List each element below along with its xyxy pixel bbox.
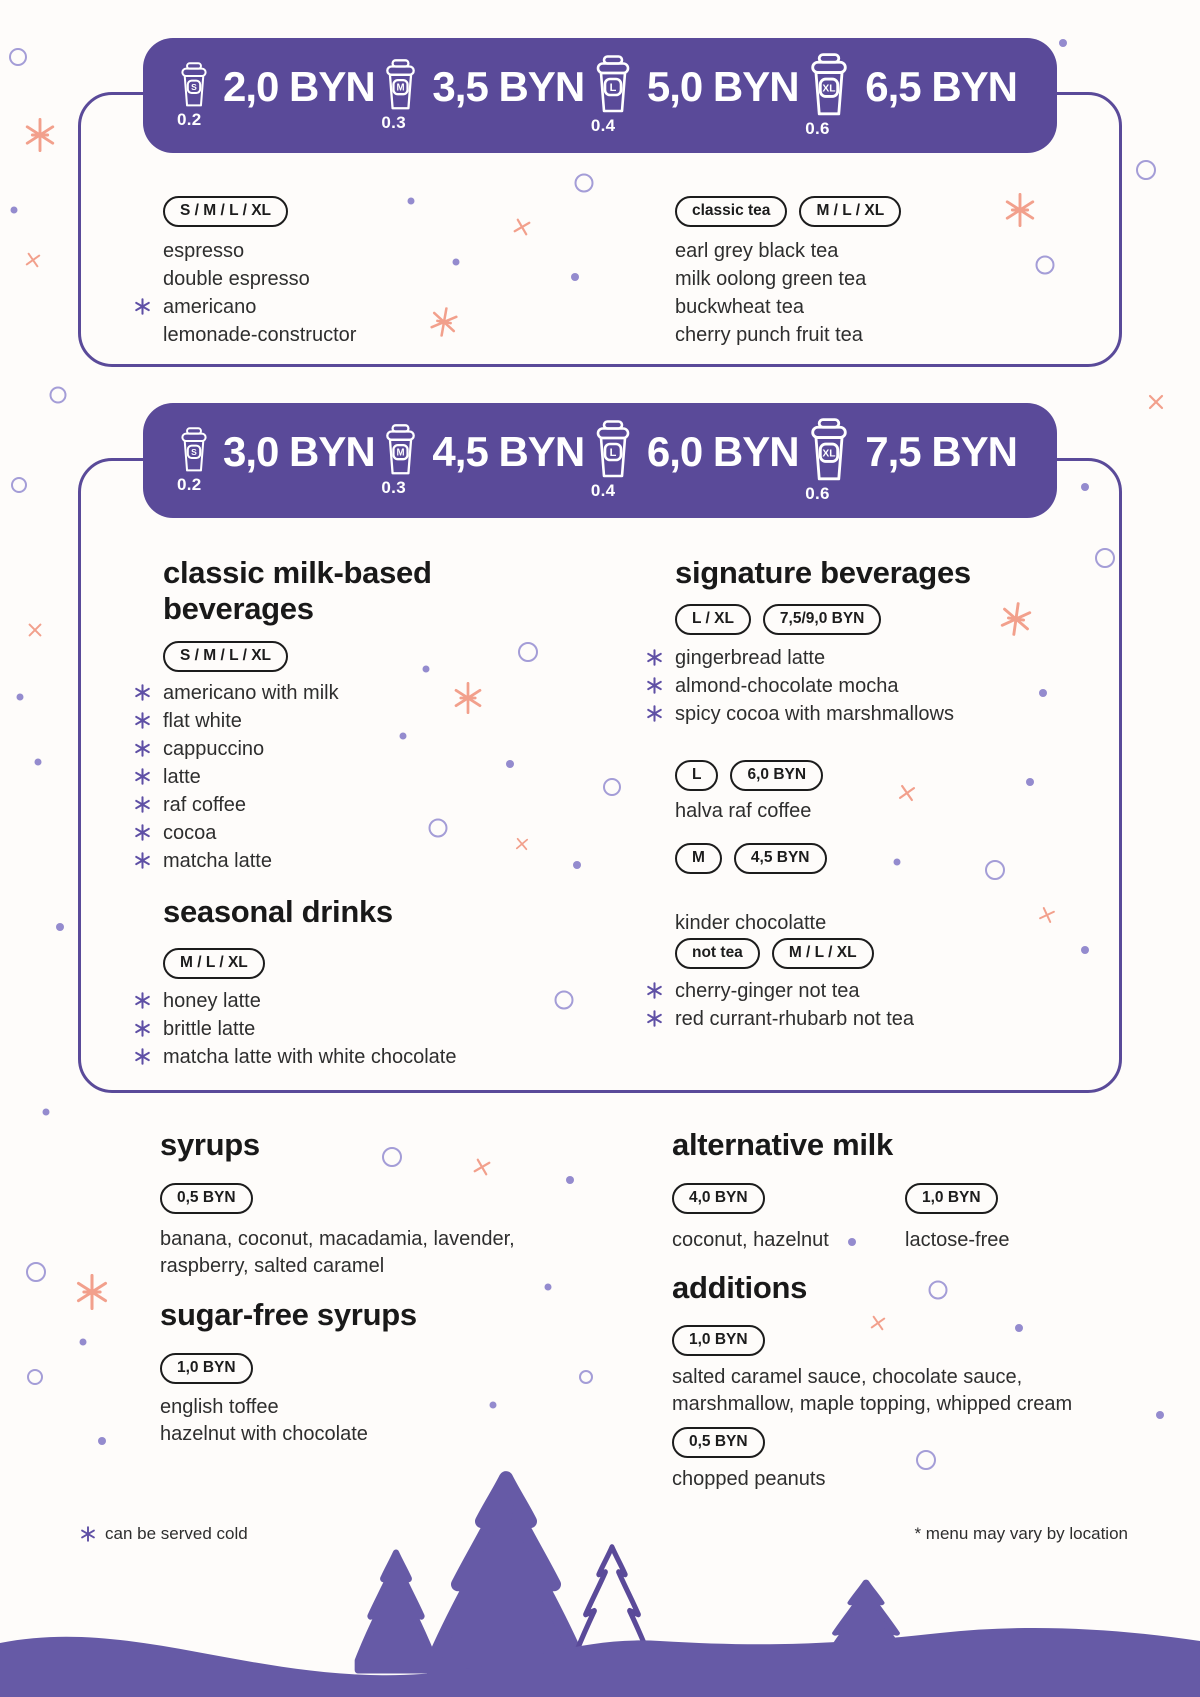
menu-list <box>675 644 954 728</box>
ring-icon <box>1136 160 1156 180</box>
flavor-list: banana, coconut, macadamia, lavender, raspberry, salted caramel <box>160 1228 515 1277</box>
menu-item <box>675 321 866 349</box>
price-label: 4,5 BYN <box>432 427 585 475</box>
size-price-pill-row <box>675 604 881 635</box>
menu-item <box>675 644 954 672</box>
category-pill: not tea <box>675 938 760 969</box>
ring-icon <box>9 48 27 66</box>
price-pill: 0,5 BYN <box>160 1183 253 1214</box>
size-letter: S <box>191 446 197 457</box>
price-pill: 4,0 BYN <box>672 1183 765 1214</box>
cold-star-icon <box>134 1048 151 1065</box>
size-price-xl <box>805 418 1017 504</box>
dot-icon <box>566 1176 574 1184</box>
cup-icon-xl <box>805 53 853 116</box>
menu-item <box>163 1015 457 1043</box>
cold-star-icon <box>134 740 151 757</box>
menu-item-label: honey latte <box>163 990 261 1012</box>
menu-item <box>675 977 914 1005</box>
price-label: 7,5 BYN <box>865 427 1017 475</box>
menu-list <box>163 237 356 349</box>
menu-item-label: red currant-rhubarb not tea <box>675 1008 915 1030</box>
price-label: 6,0 BYN <box>646 427 799 475</box>
menu-item-label: cherry-ginger not tea <box>675 980 860 1002</box>
additions-list: salted caramel sauce, chocolate sauce, marshmallow, maple topping, whipped cream <box>672 1366 1073 1415</box>
menu-item <box>675 700 954 728</box>
size-pill: S / M / L / XL <box>163 196 288 227</box>
size-price-m <box>381 424 584 498</box>
price-label: 5,0 BYN <box>646 62 799 110</box>
menu-item-label: cappuccino <box>163 738 265 760</box>
price-label: 2,0 BYN <box>223 62 375 110</box>
price-label: 3,0 BYN <box>223 427 375 475</box>
menu-list <box>675 237 866 349</box>
section-heading: syrups <box>160 1127 260 1162</box>
dot-icon <box>56 923 64 931</box>
size-letter: L <box>609 82 617 94</box>
flavor-line: coconut, hazelnut <box>672 1228 829 1251</box>
menu-item <box>163 791 339 819</box>
cross-icon <box>1146 392 1166 412</box>
menu-item-label: americano with milk <box>163 682 339 704</box>
cross-icon <box>470 1155 494 1179</box>
menu-item-label: almond-chocolate mocha <box>675 675 899 697</box>
cold-star-icon <box>646 982 663 999</box>
price-pill: 7,5/9,0 BYN <box>763 604 881 635</box>
dot-icon <box>1059 39 1067 47</box>
tea-pill-row <box>675 196 901 227</box>
tree-silhouette <box>358 1553 434 1670</box>
volume-label: 0.4 <box>590 481 616 500</box>
menu-item-label: kinder chocolatte <box>675 912 827 934</box>
menu-item-label: raf coffee <box>163 794 247 816</box>
menu-list <box>163 987 457 1071</box>
footnote-text: can be served cold <box>105 1524 248 1543</box>
menu-item-label: flat white <box>163 710 242 732</box>
cup-icon-xl <box>805 418 853 481</box>
flavor-list <box>160 1394 368 1448</box>
price-banner-2 <box>143 403 1057 518</box>
cold-star-icon <box>646 649 663 666</box>
price-pill-row <box>672 1427 765 1458</box>
price-label: 6,5 BYN <box>865 62 1017 110</box>
menu-item-label: matcha latte with white chocolate <box>163 1046 457 1068</box>
volume-label: 0.4 <box>590 116 616 135</box>
flavor-line: english toffee <box>160 1396 279 1418</box>
menu-item <box>163 819 339 847</box>
size-pill: M / L / XL <box>799 196 901 227</box>
alt-milk-col-2 <box>905 1183 1010 1254</box>
cold-star-icon <box>80 1526 96 1542</box>
ring-icon <box>27 1369 43 1385</box>
price-banner-1 <box>143 38 1057 153</box>
cross-icon <box>868 1313 889 1334</box>
cold-star-icon <box>646 705 663 722</box>
menu-list <box>675 977 914 1033</box>
size-price-l <box>591 55 799 136</box>
price-label: 3,5 BYN <box>432 62 585 110</box>
cup-icon-m <box>381 59 420 110</box>
menu-item-label: milk oolong green tea <box>675 268 867 290</box>
menu-item <box>163 847 339 875</box>
footnote-location <box>914 1524 1128 1544</box>
cold-star-icon <box>646 677 663 694</box>
cold-star-icon <box>134 684 151 701</box>
footnote-cold <box>80 1524 248 1544</box>
menu-item <box>163 1043 457 1071</box>
size-pill: L / XL <box>675 604 751 635</box>
cross-icon <box>26 621 44 639</box>
price-pill: 4,5 BYN <box>734 843 827 874</box>
menu-item-label: double espresso <box>163 268 310 290</box>
menu-item <box>675 909 1200 937</box>
flavor-line: lactose-free <box>905 1228 1010 1251</box>
menu-item <box>163 987 457 1015</box>
size-pill-row <box>163 641 288 672</box>
size-price-s <box>177 427 375 495</box>
cold-star-icon <box>134 298 151 315</box>
menu-item-label: halva raf coffee <box>675 800 812 822</box>
size-letter: M <box>396 82 405 94</box>
menu-item-label: spicy cocoa with marshmallows <box>675 703 954 725</box>
menu-item-label: cherry punch fruit tea <box>675 324 863 346</box>
size-pill-row <box>163 948 265 979</box>
tree-silhouette <box>434 1478 578 1675</box>
menu-item-label: matcha latte <box>163 850 272 872</box>
section-heading: signature beverages <box>675 555 971 590</box>
ring-icon <box>579 1370 593 1384</box>
menu-list <box>163 679 339 875</box>
price-pill-row <box>160 1183 253 1214</box>
menu-item <box>163 321 356 349</box>
menu-item-label: gingerbread latte <box>675 647 826 669</box>
menu-item-label: earl grey black tea <box>675 240 839 262</box>
menu-item-label: espresso <box>163 240 245 262</box>
not-tea-pill-row <box>675 938 874 969</box>
cold-star-icon <box>134 824 151 841</box>
cold-star-icon <box>134 796 151 813</box>
size-price-s <box>177 62 375 130</box>
size-letter: M <box>396 447 405 459</box>
ring-icon <box>11 477 27 493</box>
menu-item <box>163 265 356 293</box>
menu-item <box>675 797 1200 825</box>
section-heading: seasonal drinks <box>163 894 393 929</box>
size-price-pill-row <box>675 760 823 791</box>
ring-icon <box>382 1147 402 1167</box>
alt-milk-col-1 <box>672 1183 829 1254</box>
cold-star-icon <box>134 768 151 785</box>
cup-icon-s <box>177 62 211 107</box>
size-pill: M <box>675 843 722 874</box>
menu-item-label: lemonade-constructor <box>163 324 357 346</box>
size-price-m <box>381 59 584 133</box>
volume-label: 0.2 <box>177 474 202 494</box>
size-pill-row <box>163 196 288 227</box>
menu-item <box>163 707 339 735</box>
price-pill-row <box>672 1325 765 1356</box>
category-pill: classic tea <box>675 196 787 227</box>
price-pill: 0,5 BYN <box>672 1427 765 1458</box>
size-price-xl <box>805 53 1017 139</box>
size-pill: S / M / L / XL <box>163 641 288 672</box>
menu-box-milk-signature <box>78 458 1122 1093</box>
menu-item <box>675 293 866 321</box>
footnote-text: * menu may vary by location <box>914 1524 1128 1543</box>
menu-item-label: buckwheat tea <box>675 296 804 318</box>
cold-star-icon <box>646 1010 663 1027</box>
menu-item <box>675 672 954 700</box>
sparkle-icon <box>74 1274 110 1310</box>
price-pill: 1,0 BYN <box>905 1183 998 1214</box>
size-price-pill-row <box>675 843 827 874</box>
cold-star-icon <box>134 992 151 1009</box>
dot-icon <box>43 1109 50 1116</box>
volume-label: 0.3 <box>381 112 406 132</box>
dot-icon <box>848 1238 856 1246</box>
menu-item-label: americano <box>163 296 257 318</box>
size-pill: L <box>675 760 718 791</box>
cross-icon <box>23 250 44 271</box>
dot-icon <box>545 1284 552 1291</box>
menu-item <box>163 735 339 763</box>
price-pill: 1,0 BYN <box>160 1353 253 1384</box>
section-heading: classic milk-based beverages <box>163 555 432 626</box>
cold-star-icon <box>134 852 151 869</box>
menu-item <box>675 265 866 293</box>
additions-item: chopped peanuts <box>672 1468 826 1490</box>
size-pill: M / L / XL <box>772 938 874 969</box>
ring-icon <box>26 1262 46 1282</box>
size-letter: XL <box>822 448 836 460</box>
section-heading: alternative milk <box>672 1127 893 1162</box>
cup-icon-l <box>591 55 635 113</box>
section-heading: additions <box>672 1270 808 1305</box>
menu-item-label: cocoa <box>163 822 217 844</box>
volume-label: 0.3 <box>381 477 406 497</box>
dot-icon <box>35 759 42 766</box>
cup-icon-s <box>177 427 211 472</box>
cup-icon-m <box>381 424 420 475</box>
section-heading: sugar-free syrups <box>160 1297 417 1332</box>
ring-icon <box>50 387 67 404</box>
cold-star-icon <box>134 1020 151 1037</box>
price-pill-row <box>160 1353 253 1384</box>
dot-icon <box>1015 1324 1023 1332</box>
size-price-l <box>591 420 799 501</box>
menu-item <box>163 679 339 707</box>
menu-item <box>163 237 356 265</box>
menu-item <box>163 293 356 321</box>
dot-icon <box>80 1339 87 1346</box>
cold-star-icon <box>134 712 151 729</box>
dot-icon <box>11 207 18 214</box>
size-letter: XL <box>822 83 836 95</box>
ring-icon <box>929 1281 948 1300</box>
volume-label: 0.6 <box>805 483 830 503</box>
menu-item-label: brittle latte <box>163 1018 256 1040</box>
menu-item <box>675 1005 914 1033</box>
dot-icon <box>17 694 24 701</box>
sparkle-icon <box>23 118 57 152</box>
menu-item-label: latte <box>163 766 201 788</box>
cup-icon-l <box>591 420 635 478</box>
volume-label: 0.2 <box>177 109 202 129</box>
size-pill: M / L / XL <box>163 948 265 979</box>
volume-label: 0.6 <box>805 118 830 138</box>
menu-item <box>675 237 866 265</box>
menu-item <box>163 763 339 791</box>
size-letter: S <box>191 81 197 92</box>
price-pill: 6,0 BYN <box>730 760 823 791</box>
flavor-line: hazelnut with chocolate <box>160 1423 368 1445</box>
size-letter: L <box>609 447 617 459</box>
price-pill: 1,0 BYN <box>672 1325 765 1356</box>
